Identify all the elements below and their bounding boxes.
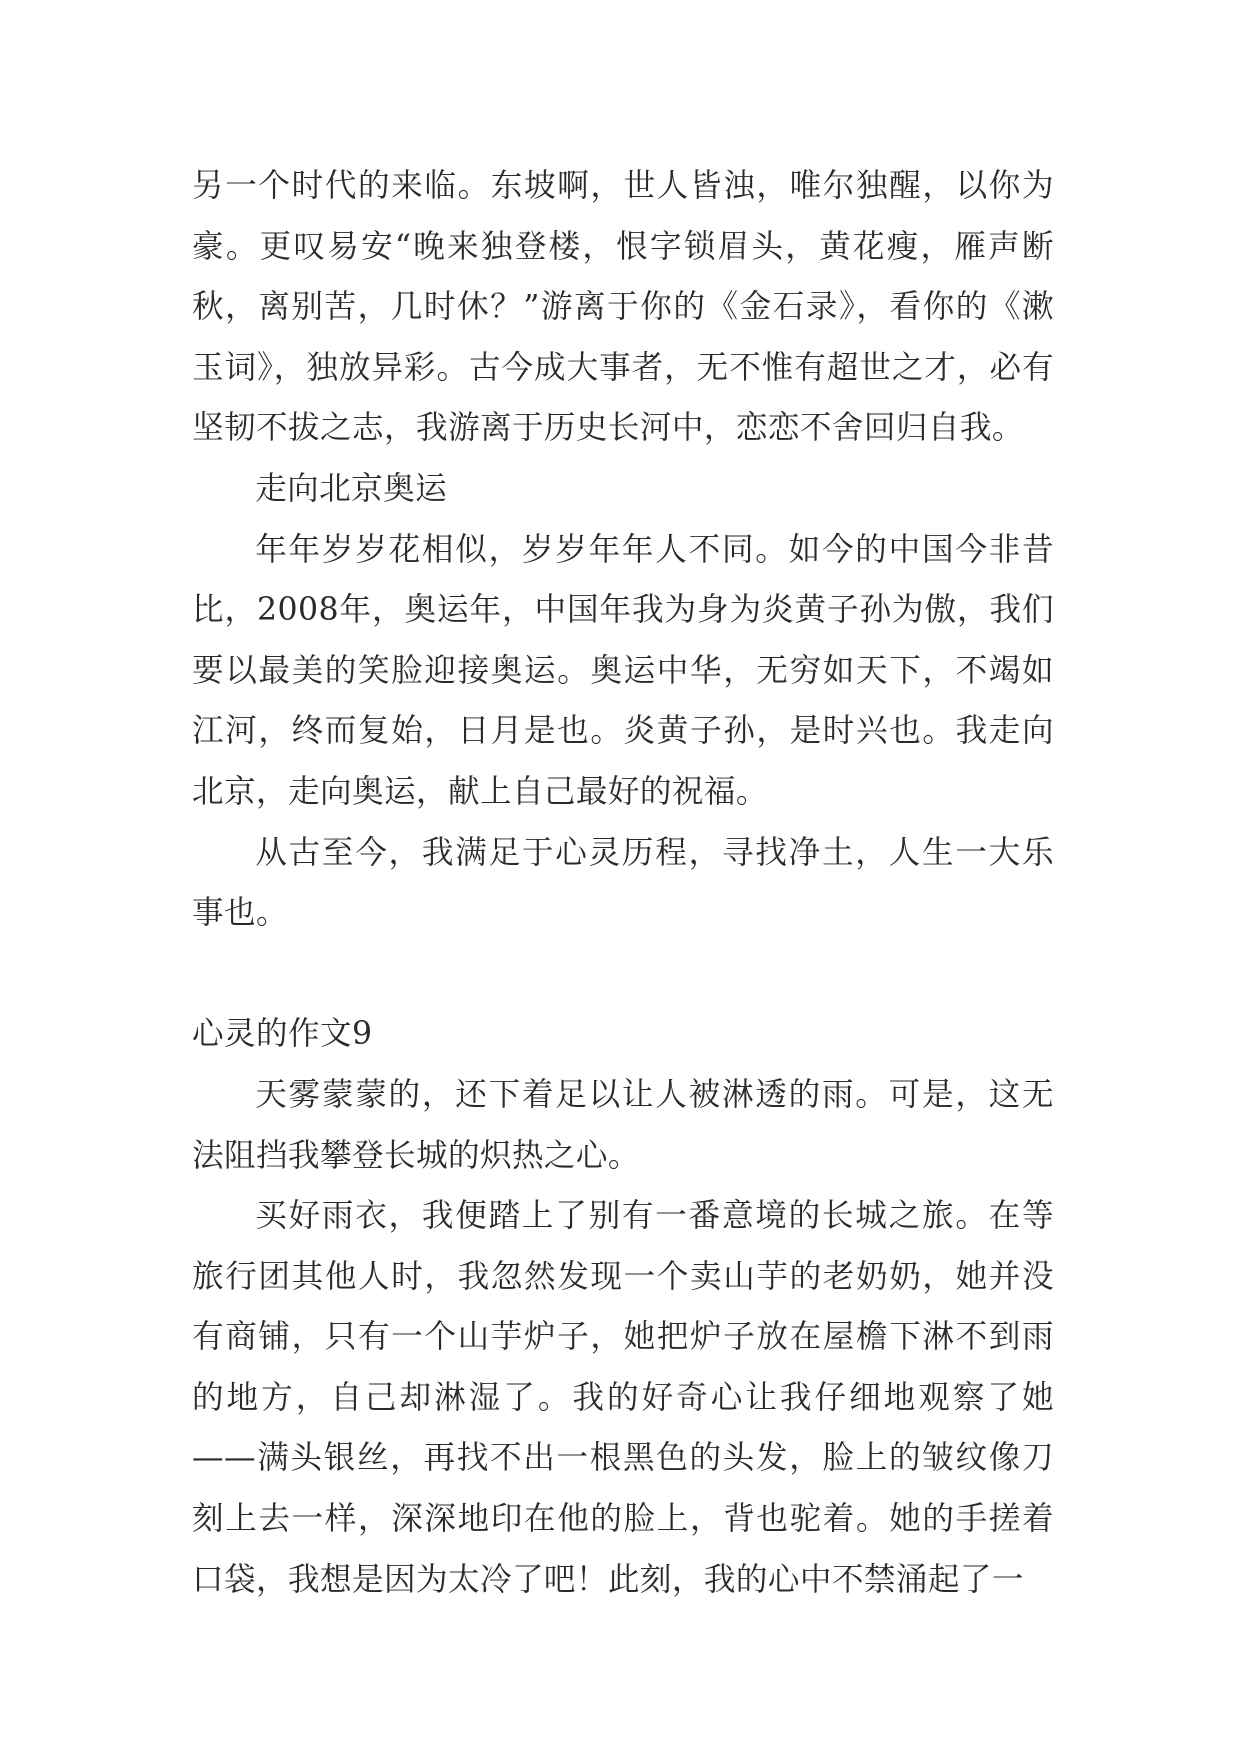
paragraph-1: 另一个时代的来临。东坡啊，世人皆浊，唯尔独醒，以你为豪。更叹易安“晚来独登楼，恨字锁眉头，黄花瘦，雁声断秋，离别苦，几时休？”游离于你的《金石录》，看你的《漱玉词》，独放异彩。古今成大事者，无不惟有超世之才，必有坚韧不拔之志，我游离于历史长河中，恋恋不舍回归自我。 xyxy=(192,168,1054,447)
essay-title: 心灵的作文9 xyxy=(192,1016,373,1053)
paragraph-4: 天雾蒙蒙的，还下着足以让人被淋透的雨。可是，这无法阻挡我攀登长城的炽热之心。 xyxy=(192,1076,1054,1174)
document-page xyxy=(192,156,1054,1610)
section-heading: 走向北京奥运 xyxy=(255,470,448,507)
paragraph-5: 买好雨衣，我便踏上了别有一番意境的长城之旅。在等旅行团其他人时，我忽然发现一个卖山芋的老奶奶，她并没有商铺，只有一个山芋炉子，她把炉子放在屋檐下淋不到雨的地方，自己却淋湿了。我的好奇心让我仔细地观察了她——满头银丝，再找不出一根黑色的头发，脸上的皱纹像刀刻上去一样，深深地印在他的脸上，背也驼着。她的手搓着口袋，我想是因为太冷了吧！此刻，我的心中不禁涌起了一 xyxy=(192,1198,1054,1598)
paragraph-2: 年年岁岁花相似，岁岁年年人不同。如今的中国今非昔比，2008年，奥运年，中国年我为身为炎黄子孙为傲，我们要以最美的笑脸迎接奥运。奥运中华，无穷如天下，不竭如江河，终而复始，日月是也。炎黄子孙，是时兴也。我走向北京，走向奥运，献上自己最好的祝福。 xyxy=(192,531,1054,810)
paragraph-3: 从古至今，我满足于心灵历程，寻找净土，人生一大乐事也。 xyxy=(192,834,1054,932)
